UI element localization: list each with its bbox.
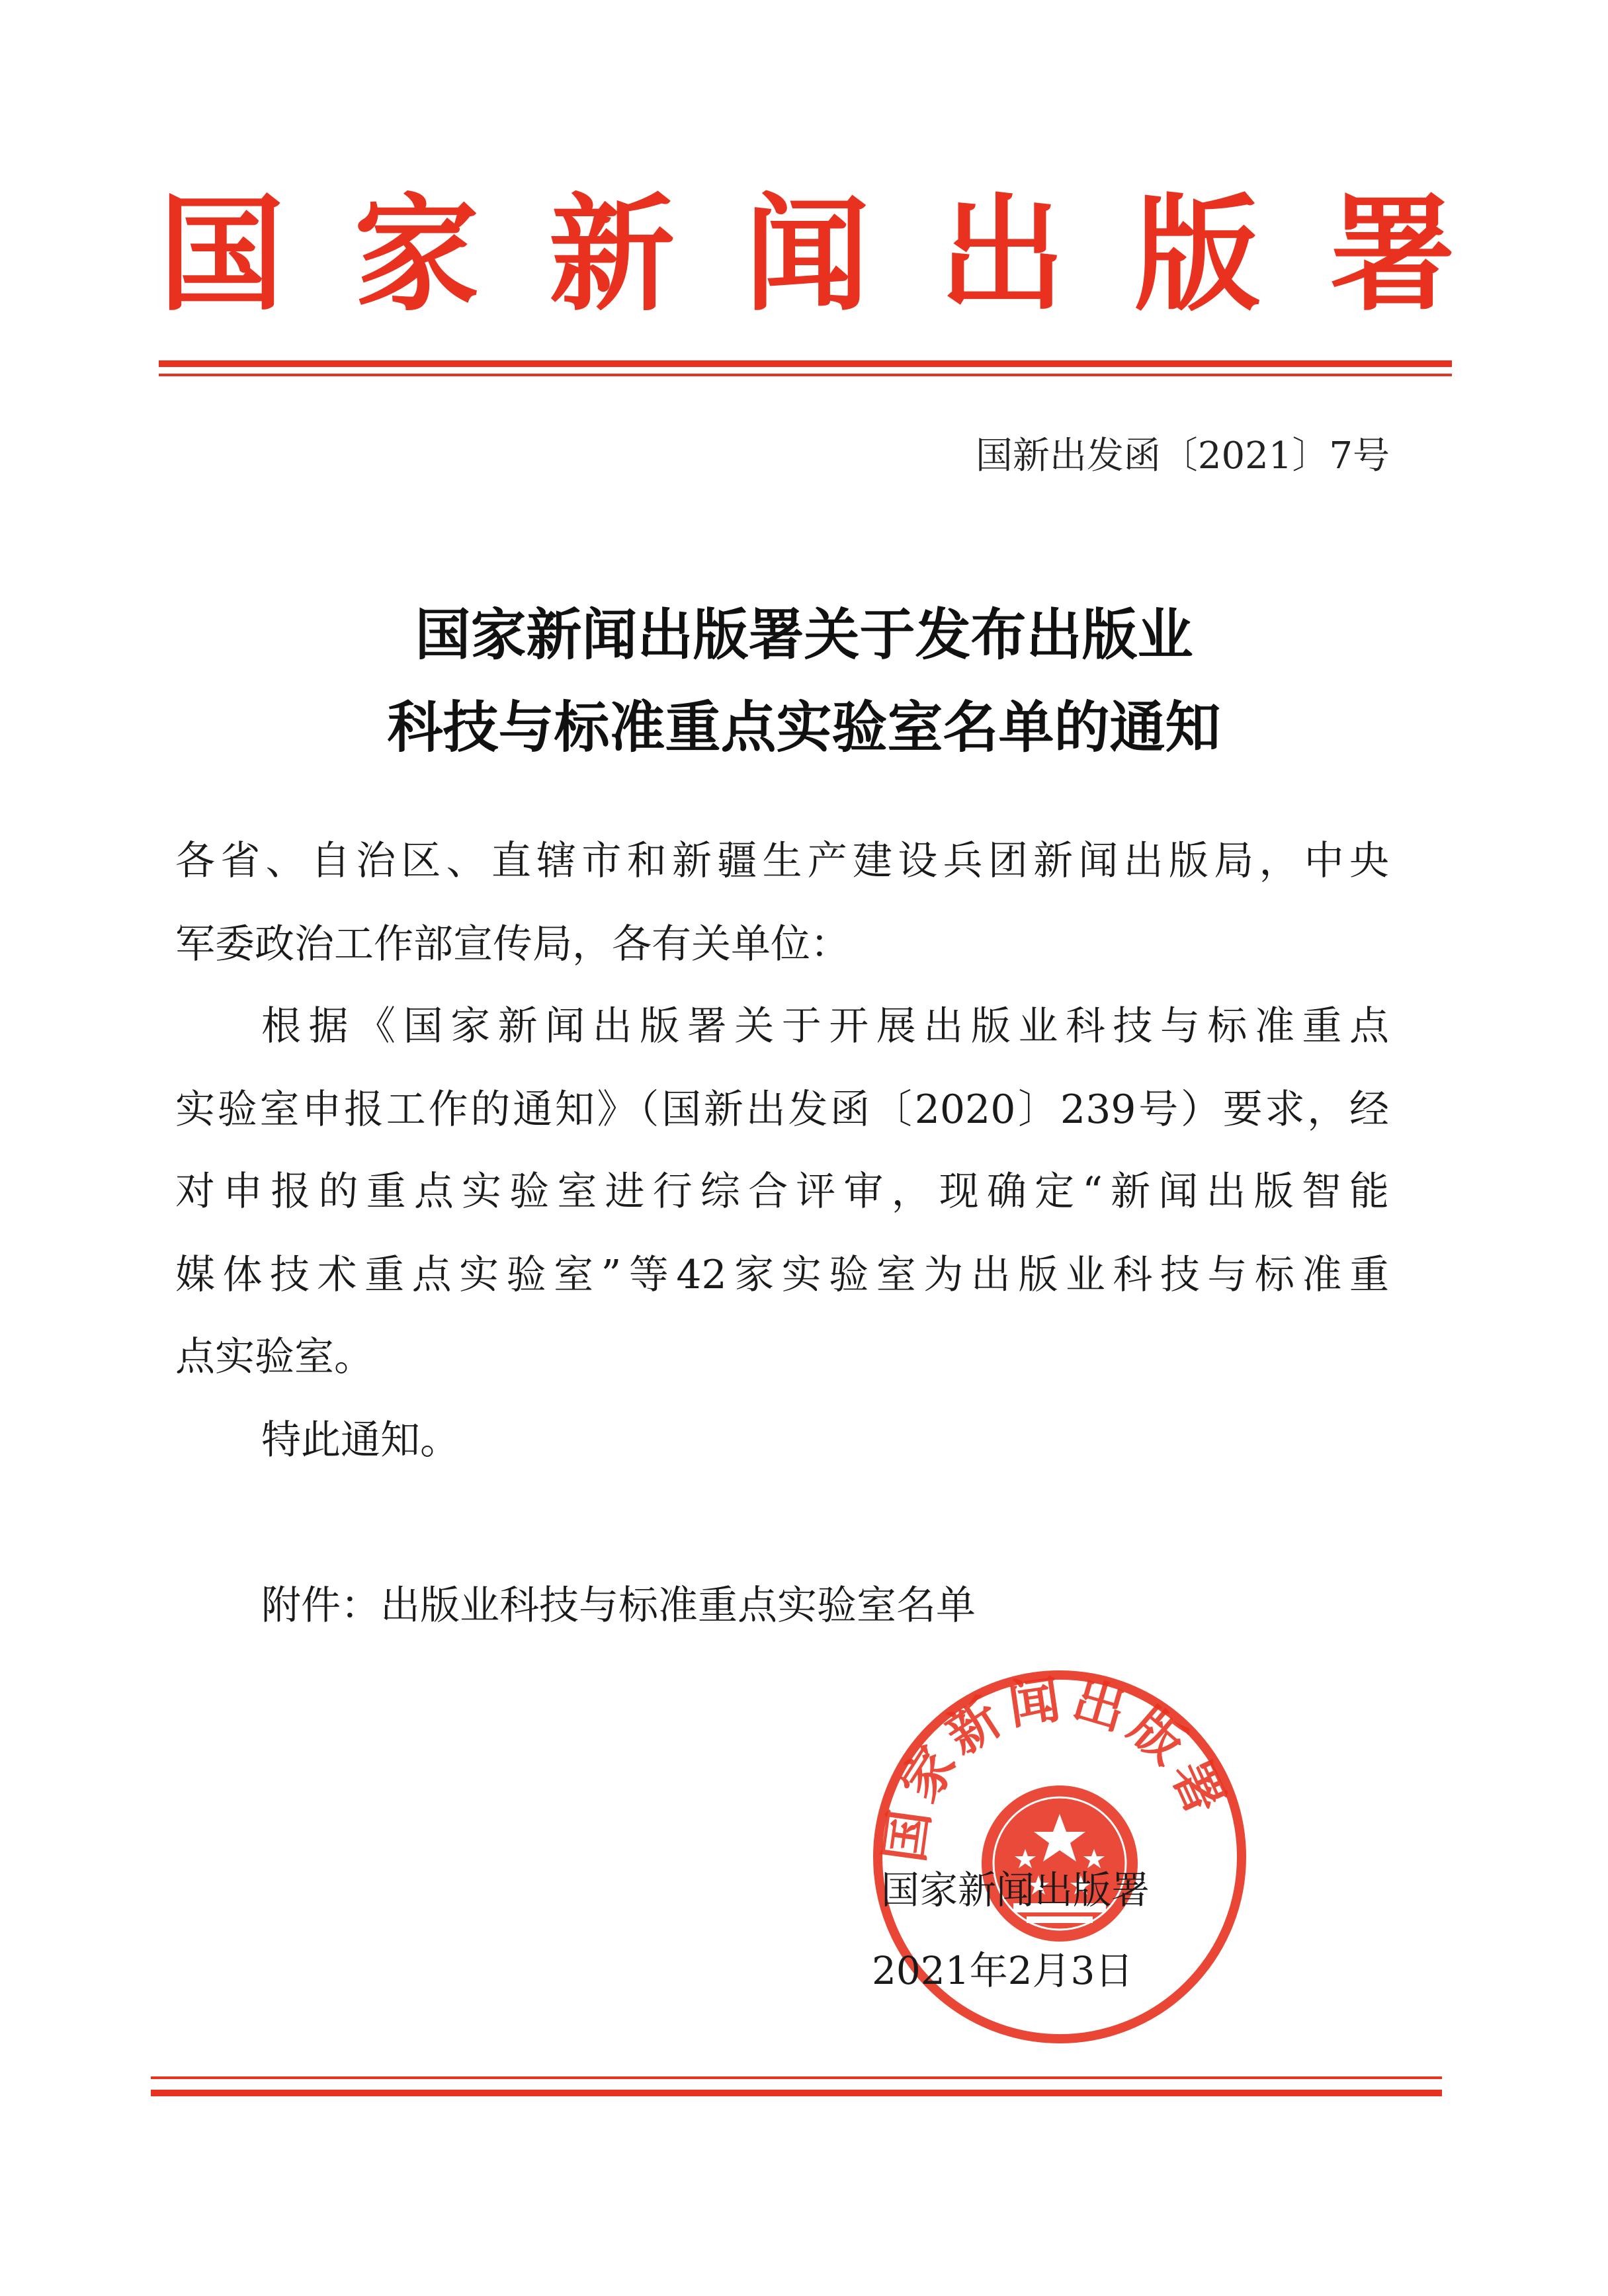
letterhead-org-name: 国家新闻出版署 bbox=[159, 181, 1455, 328]
footer-rule-thin bbox=[151, 2076, 1442, 2079]
document-number: 国新出发函〔2021〕7号 bbox=[975, 434, 1390, 477]
document-title-line-1: 国家新闻出版署关于发布出版业 bbox=[415, 602, 1193, 667]
addressee-line-2: 军委政治工作部宣传局，各有关单位： bbox=[175, 921, 850, 967]
letterhead-rule-thin bbox=[159, 374, 1452, 376]
signature-date: 2021年2月3日 bbox=[872, 1948, 1134, 1993]
svg-text:国家新闻出版署: 国家新闻出版署 bbox=[874, 1668, 1239, 1866]
addressee-line-1: 各省、自治区、直辖市和新疆生产建设兵团新闻出版局，中央 bbox=[175, 838, 1389, 884]
signature-organization: 国家新闻出版署 bbox=[881, 1867, 1150, 1912]
body-line-5: 点实验室。 bbox=[175, 1334, 374, 1380]
body-line-3: 对申报的重点实验室进行综合评审，现确定“新闻出版智能 bbox=[175, 1168, 1389, 1215]
closing-text: 特此通知。 bbox=[261, 1417, 460, 1463]
letterhead-rule-thick bbox=[159, 360, 1452, 367]
attachment-line: 附件：出版业科技与标准重点实验室名单 bbox=[261, 1582, 976, 1629]
document-title-line-2: 科技与标准重点实验室名单的通知 bbox=[387, 694, 1221, 760]
body-line-2: 实验室申报工作的通知》（国新出发函〔2020〕239号）要求，经 bbox=[175, 1086, 1389, 1133]
body-line-1: 根据《国家新闻出版署关于开展出版业科技与标准重点 bbox=[261, 1003, 1389, 1049]
body-line-4: 媒体技术重点实验室”等42家实验室为出版业科技与标准重 bbox=[175, 1252, 1389, 1298]
footer-rule-thick bbox=[151, 2090, 1442, 2096]
